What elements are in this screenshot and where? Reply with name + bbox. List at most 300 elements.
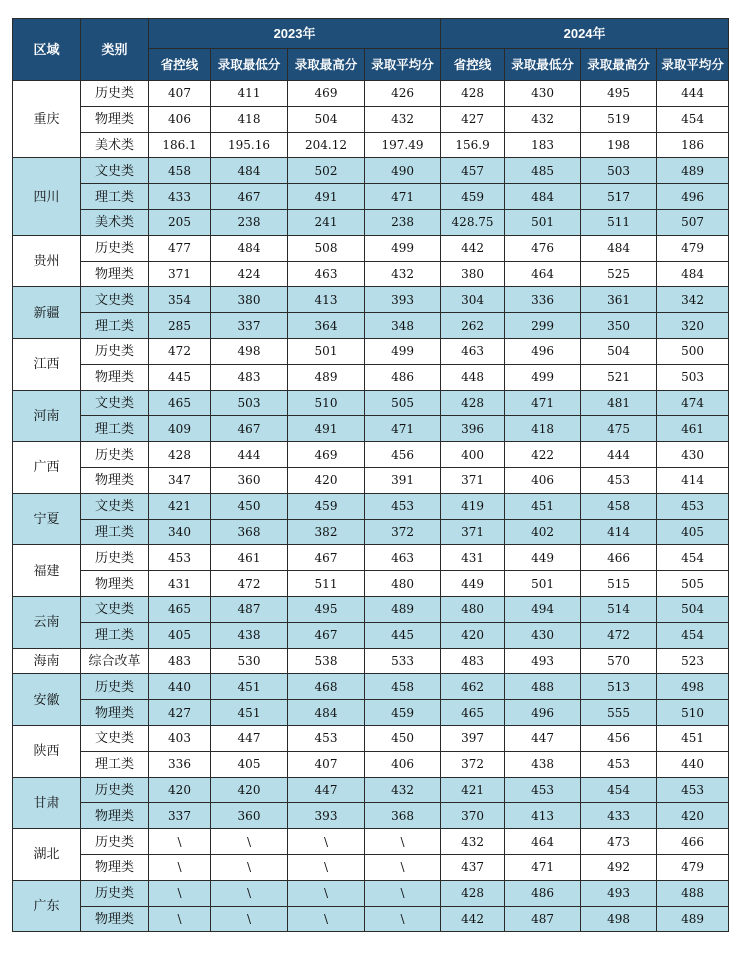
score-cell: 420: [288, 467, 365, 493]
region-cell: 新疆: [13, 287, 81, 339]
score-cell: 487: [211, 596, 288, 622]
score-cell: 448: [441, 364, 505, 390]
score-cell: 459: [441, 184, 505, 210]
table-row: [13, 81, 729, 107]
score-cell: 348: [365, 313, 441, 339]
score-cell: 458: [365, 674, 441, 700]
score-cell: 406: [365, 751, 441, 777]
score-cell: 454: [581, 777, 657, 803]
score-cell: 336: [505, 287, 581, 313]
score-cell: 453: [365, 493, 441, 519]
score-cell: 487: [505, 906, 581, 932]
score-cell: 447: [505, 725, 581, 751]
score-cell: 517: [581, 184, 657, 210]
score-cell: 498: [657, 674, 729, 700]
score-cell: 504: [581, 338, 657, 364]
score-cell: \: [288, 880, 365, 906]
score-cell: \: [365, 829, 441, 855]
score-cell: 461: [211, 545, 288, 571]
score-cell: 451: [211, 700, 288, 726]
score-cell: 413: [505, 803, 581, 829]
score-cell: 432: [365, 106, 441, 132]
score-cell: 407: [288, 751, 365, 777]
score-cell: 444: [657, 81, 729, 107]
score-cell: 450: [211, 493, 288, 519]
score-cell: 204.12: [288, 132, 365, 158]
score-cell: 444: [211, 442, 288, 468]
score-cell: 485: [505, 158, 581, 184]
score-cell: 467: [211, 416, 288, 442]
score-cell: 472: [149, 338, 211, 364]
score-cell: 491: [288, 184, 365, 210]
category-cell: 美术类: [81, 132, 149, 158]
category-cell: 历史类: [81, 338, 149, 364]
score-cell: 477: [149, 235, 211, 261]
score-cell: 370: [441, 803, 505, 829]
score-cell: 238: [211, 209, 288, 235]
score-cell: 186: [657, 132, 729, 158]
score-cell: 453: [581, 467, 657, 493]
score-cell: 462: [441, 674, 505, 700]
score-cell: 405: [211, 751, 288, 777]
score-cell: 494: [505, 596, 581, 622]
score-cell: 507: [657, 209, 729, 235]
table-row: [13, 235, 729, 261]
score-cell: 431: [441, 545, 505, 571]
score-cell: 496: [505, 338, 581, 364]
metric-header-avg-score: 录取平均分: [657, 49, 729, 81]
category-cell: 历史类: [81, 829, 149, 855]
score-cell: 473: [581, 829, 657, 855]
score-cell: 496: [657, 184, 729, 210]
region-cell: 海南: [13, 648, 81, 674]
score-cell: 521: [581, 364, 657, 390]
score-cell: 419: [441, 493, 505, 519]
score-cell: 479: [657, 854, 729, 880]
score-cell: 406: [149, 106, 211, 132]
score-cell: 469: [288, 81, 365, 107]
score-cell: 500: [657, 338, 729, 364]
score-cell: 484: [288, 700, 365, 726]
region-cell: 福建: [13, 545, 81, 597]
category-cell: 物理类: [81, 467, 149, 493]
category-cell: 理工类: [81, 519, 149, 545]
score-cell: 479: [657, 235, 729, 261]
score-cell: \: [288, 906, 365, 932]
score-cell: 499: [505, 364, 581, 390]
score-cell: 456: [365, 442, 441, 468]
score-cell: 364: [288, 313, 365, 339]
score-cell: 484: [505, 184, 581, 210]
table-row: [13, 545, 729, 571]
table-row: [13, 648, 729, 674]
score-cell: \: [365, 880, 441, 906]
score-cell: 511: [581, 209, 657, 235]
score-cell: 504: [288, 106, 365, 132]
score-cell: 405: [657, 519, 729, 545]
category-cell: 历史类: [81, 81, 149, 107]
region-header: 区域: [13, 19, 81, 81]
score-cell: 432: [441, 829, 505, 855]
score-cell: 438: [211, 622, 288, 648]
score-cell: 466: [657, 829, 729, 855]
region-cell: 陕西: [13, 725, 81, 777]
score-cell: 504: [657, 596, 729, 622]
table-row: [13, 725, 729, 751]
score-cell: 467: [288, 622, 365, 648]
score-cell: 432: [365, 261, 441, 287]
table-row: [13, 880, 729, 906]
region-cell: 安徽: [13, 674, 81, 726]
score-cell: 406: [505, 467, 581, 493]
score-cell: 407: [149, 81, 211, 107]
category-cell: 理工类: [81, 184, 149, 210]
score-cell: 471: [365, 184, 441, 210]
score-cell: 451: [657, 725, 729, 751]
score-cell: 413: [288, 287, 365, 313]
region-cell: 宁夏: [13, 493, 81, 545]
score-cell: 397: [441, 725, 505, 751]
score-cell: 411: [211, 81, 288, 107]
score-cell: 476: [505, 235, 581, 261]
region-cell: 广东: [13, 880, 81, 932]
category-cell: 历史类: [81, 235, 149, 261]
category-cell: 文史类: [81, 493, 149, 519]
table-row: [13, 596, 729, 622]
score-cell: 484: [211, 235, 288, 261]
category-cell: 综合改革: [81, 648, 149, 674]
category-cell: 物理类: [81, 106, 149, 132]
score-cell: 428: [441, 390, 505, 416]
admission-scores-table: [12, 18, 729, 932]
region-cell: 重庆: [13, 81, 81, 158]
score-cell: 481: [581, 390, 657, 416]
score-cell: 382: [288, 519, 365, 545]
metric-header-control-line: 省控线: [441, 49, 505, 81]
score-cell: 510: [288, 390, 365, 416]
score-cell: \: [288, 854, 365, 880]
score-cell: 474: [657, 390, 729, 416]
score-cell: 372: [365, 519, 441, 545]
score-cell: 570: [581, 648, 657, 674]
score-cell: 400: [441, 442, 505, 468]
score-cell: 453: [288, 725, 365, 751]
score-cell: 421: [441, 777, 505, 803]
score-cell: 442: [441, 906, 505, 932]
score-cell: 505: [365, 390, 441, 416]
table-row: [13, 184, 729, 210]
score-cell: 428: [149, 442, 211, 468]
score-cell: 420: [441, 622, 505, 648]
metric-header-max-score: 录取最高分: [288, 49, 365, 81]
category-cell: 物理类: [81, 803, 149, 829]
score-cell: 530: [211, 648, 288, 674]
score-cell: 337: [149, 803, 211, 829]
score-cell: 471: [505, 854, 581, 880]
category-header: 类别: [81, 19, 149, 81]
table-row: [13, 777, 729, 803]
metric-header-control-line: 省控线: [149, 49, 211, 81]
score-cell: 195.16: [211, 132, 288, 158]
score-cell: 391: [365, 467, 441, 493]
score-cell: 501: [505, 571, 581, 597]
score-cell: 465: [441, 700, 505, 726]
score-cell: 447: [211, 725, 288, 751]
score-cell: 156.9: [441, 132, 505, 158]
score-cell: 495: [581, 81, 657, 107]
score-cell: 468: [288, 674, 365, 700]
category-cell: 文史类: [81, 596, 149, 622]
score-cell: 432: [365, 777, 441, 803]
score-cell: 466: [581, 545, 657, 571]
score-cell: 445: [365, 622, 441, 648]
category-cell: 物理类: [81, 364, 149, 390]
score-cell: 361: [581, 287, 657, 313]
table-row: [13, 390, 729, 416]
category-cell: 文史类: [81, 158, 149, 184]
score-cell: 464: [505, 261, 581, 287]
region-cell: 四川: [13, 158, 81, 235]
score-cell: 491: [288, 416, 365, 442]
metric-header-max-score: 录取最高分: [581, 49, 657, 81]
score-cell: 414: [581, 519, 657, 545]
table-row: [13, 622, 729, 648]
score-cell: 453: [581, 751, 657, 777]
score-cell: 489: [657, 906, 729, 932]
score-cell: 499: [365, 338, 441, 364]
score-cell: 457: [441, 158, 505, 184]
score-cell: 501: [505, 209, 581, 235]
score-cell: 463: [288, 261, 365, 287]
score-cell: 430: [657, 442, 729, 468]
score-cell: 414: [657, 467, 729, 493]
category-cell: 物理类: [81, 906, 149, 932]
score-cell: 368: [365, 803, 441, 829]
score-cell: 299: [505, 313, 581, 339]
score-cell: 525: [581, 261, 657, 287]
score-cell: 440: [657, 751, 729, 777]
score-cell: 488: [505, 674, 581, 700]
score-cell: 368: [211, 519, 288, 545]
score-cell: 453: [149, 545, 211, 571]
score-cell: 486: [365, 364, 441, 390]
region-cell: 甘肃: [13, 777, 81, 829]
score-cell: \: [365, 854, 441, 880]
score-cell: 304: [441, 287, 505, 313]
table-row: [13, 829, 729, 855]
year-header-2024: 2024年: [441, 19, 729, 49]
score-cell: 453: [657, 777, 729, 803]
score-cell: 519: [581, 106, 657, 132]
score-cell: 449: [505, 545, 581, 571]
score-cell: 437: [441, 854, 505, 880]
table-row: [13, 132, 729, 158]
score-cell: 440: [149, 674, 211, 700]
score-cell: \: [149, 854, 211, 880]
table-header: [13, 19, 729, 81]
score-cell: 454: [657, 622, 729, 648]
score-cell: 511: [288, 571, 365, 597]
region-cell: 贵州: [13, 235, 81, 287]
score-cell: 238: [365, 209, 441, 235]
category-cell: 理工类: [81, 313, 149, 339]
score-cell: 347: [149, 467, 211, 493]
region-cell: 云南: [13, 596, 81, 648]
score-cell: 489: [365, 596, 441, 622]
score-cell: 486: [505, 880, 581, 906]
region-cell: 湖北: [13, 829, 81, 881]
score-cell: 424: [211, 261, 288, 287]
score-cell: 422: [505, 442, 581, 468]
table-body: [13, 81, 729, 932]
score-cell: 393: [365, 287, 441, 313]
score-cell: 484: [657, 261, 729, 287]
score-cell: 454: [657, 545, 729, 571]
score-cell: 418: [211, 106, 288, 132]
score-cell: 480: [441, 596, 505, 622]
score-cell: 428: [441, 880, 505, 906]
region-cell: 广西: [13, 442, 81, 494]
table-row: [13, 803, 729, 829]
score-cell: 405: [149, 622, 211, 648]
score-cell: 451: [505, 493, 581, 519]
score-cell: 433: [581, 803, 657, 829]
table-row: [13, 416, 729, 442]
score-cell: \: [149, 906, 211, 932]
table-row: [13, 442, 729, 468]
score-cell: 483: [149, 648, 211, 674]
score-cell: 459: [288, 493, 365, 519]
score-cell: 484: [581, 235, 657, 261]
score-cell: 453: [657, 493, 729, 519]
category-cell: 理工类: [81, 416, 149, 442]
score-cell: 510: [657, 700, 729, 726]
score-cell: 461: [657, 416, 729, 442]
score-cell: 372: [441, 751, 505, 777]
score-cell: 183: [505, 132, 581, 158]
table-row: [13, 364, 729, 390]
score-cell: 380: [211, 287, 288, 313]
score-cell: 444: [581, 442, 657, 468]
score-cell: 427: [149, 700, 211, 726]
score-cell: 469: [288, 442, 365, 468]
category-cell: 物理类: [81, 261, 149, 287]
score-cell: 465: [149, 596, 211, 622]
score-cell: 418: [505, 416, 581, 442]
score-cell: 432: [505, 106, 581, 132]
score-cell: \: [211, 854, 288, 880]
metric-header-min-score: 录取最低分: [211, 49, 288, 81]
score-cell: 450: [365, 725, 441, 751]
score-cell: 431: [149, 571, 211, 597]
score-cell: 371: [149, 261, 211, 287]
score-cell: 459: [365, 700, 441, 726]
score-cell: 496: [505, 700, 581, 726]
score-cell: 489: [288, 364, 365, 390]
score-cell: \: [149, 880, 211, 906]
score-cell: 515: [581, 571, 657, 597]
score-cell: \: [149, 829, 211, 855]
score-cell: 475: [581, 416, 657, 442]
score-cell: 488: [657, 880, 729, 906]
score-cell: 503: [581, 158, 657, 184]
score-cell: 503: [657, 364, 729, 390]
score-cell: 340: [149, 519, 211, 545]
metric-header-min-score: 录取最低分: [505, 49, 581, 81]
score-cell: 453: [505, 777, 581, 803]
score-cell: 456: [581, 725, 657, 751]
score-cell: 447: [288, 777, 365, 803]
score-cell: 241: [288, 209, 365, 235]
category-cell: 物理类: [81, 571, 149, 597]
table-row: [13, 700, 729, 726]
score-cell: 371: [441, 519, 505, 545]
score-cell: 420: [657, 803, 729, 829]
region-cell: 河南: [13, 390, 81, 442]
score-cell: 360: [211, 803, 288, 829]
score-cell: 467: [288, 545, 365, 571]
category-cell: 物理类: [81, 700, 149, 726]
score-cell: 421: [149, 493, 211, 519]
score-cell: 472: [211, 571, 288, 597]
table-row: [13, 467, 729, 493]
category-cell: 文史类: [81, 287, 149, 313]
score-cell: \: [365, 906, 441, 932]
score-cell: 420: [149, 777, 211, 803]
score-cell: 538: [288, 648, 365, 674]
category-cell: 历史类: [81, 777, 149, 803]
score-cell: 471: [365, 416, 441, 442]
score-cell: 205: [149, 209, 211, 235]
category-cell: 理工类: [81, 622, 149, 648]
score-cell: 433: [149, 184, 211, 210]
table-row: [13, 519, 729, 545]
score-cell: 513: [581, 674, 657, 700]
score-cell: 490: [365, 158, 441, 184]
score-cell: 495: [288, 596, 365, 622]
score-cell: 451: [211, 674, 288, 700]
score-cell: 371: [441, 467, 505, 493]
score-cell: 430: [505, 622, 581, 648]
score-cell: 197.49: [365, 132, 441, 158]
score-cell: 471: [505, 390, 581, 416]
score-cell: 409: [149, 416, 211, 442]
score-cell: 393: [288, 803, 365, 829]
score-cell: 472: [581, 622, 657, 648]
score-cell: 499: [365, 235, 441, 261]
category-cell: 历史类: [81, 442, 149, 468]
table-row: [13, 313, 729, 339]
table-row: [13, 906, 729, 932]
score-cell: 396: [441, 416, 505, 442]
score-cell: 445: [149, 364, 211, 390]
region-cell: 江西: [13, 338, 81, 390]
score-cell: 464: [505, 829, 581, 855]
score-cell: 380: [441, 261, 505, 287]
score-cell: 438: [505, 751, 581, 777]
category-cell: 物理类: [81, 854, 149, 880]
score-cell: 458: [581, 493, 657, 519]
score-cell: 467: [211, 184, 288, 210]
score-cell: 262: [441, 313, 505, 339]
category-cell: 文史类: [81, 725, 149, 751]
table-row: [13, 158, 729, 184]
score-cell: \: [211, 829, 288, 855]
score-cell: 285: [149, 313, 211, 339]
score-cell: 533: [365, 648, 441, 674]
score-cell: 360: [211, 467, 288, 493]
table-row: [13, 209, 729, 235]
